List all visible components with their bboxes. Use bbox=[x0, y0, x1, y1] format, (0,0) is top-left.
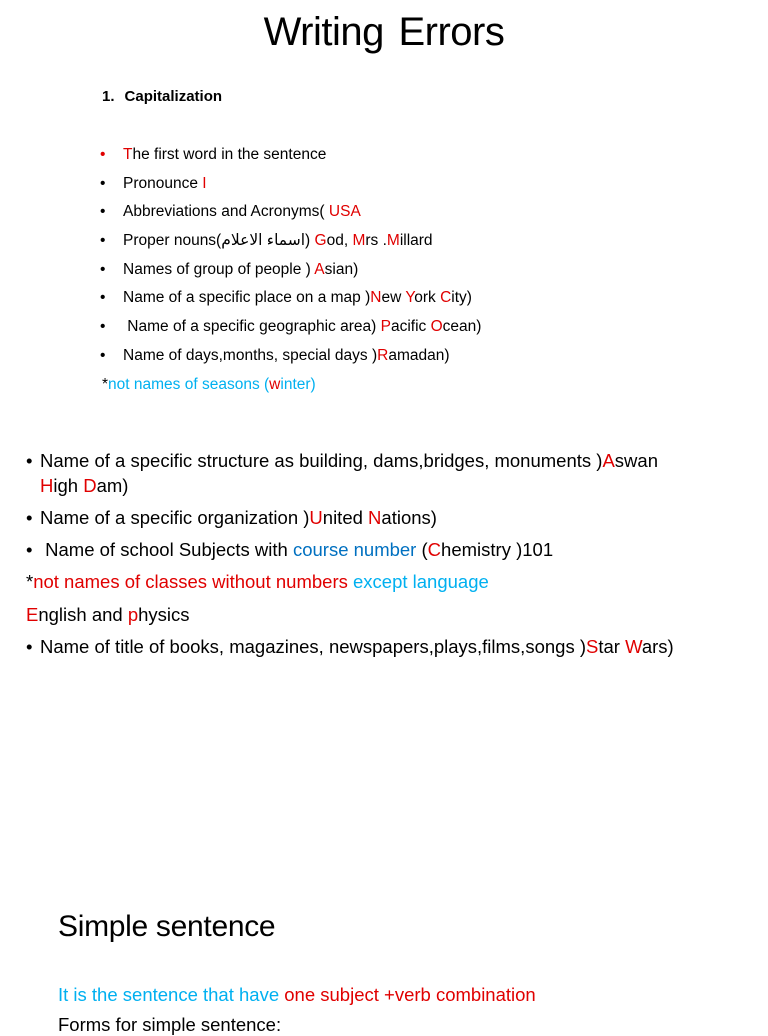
text-run: G bbox=[314, 232, 327, 250]
text-run: not names of seasons ( bbox=[108, 376, 270, 393]
capitalization-rules-list bbox=[100, 145, 481, 375]
text-run: ars) bbox=[641, 636, 674, 657]
section-label: Capitalization bbox=[124, 88, 223, 105]
text-run: C bbox=[427, 539, 442, 560]
text-run: cean) bbox=[442, 318, 482, 336]
simple-sentence-definition bbox=[58, 984, 536, 1006]
text-run: tar bbox=[598, 636, 626, 657]
text-run: swan bbox=[614, 450, 658, 471]
text-run: ations) bbox=[381, 507, 437, 528]
bullet-icon: • bbox=[100, 232, 106, 250]
text-run: Name of a specific structure as building, dams,bridges, monuments ) bbox=[40, 450, 603, 471]
text-run: hemistry )101 bbox=[441, 539, 554, 560]
bullet-icon: • bbox=[26, 539, 33, 560]
text-run: A bbox=[314, 260, 325, 278]
slide-capitalization bbox=[0, 0, 768, 408]
text-run: N bbox=[368, 507, 382, 528]
bullet-icon: • bbox=[26, 450, 33, 471]
section-heading bbox=[102, 88, 222, 105]
text-run: rs . bbox=[365, 232, 387, 250]
simple-sentence-title: Simple sentence bbox=[58, 910, 276, 943]
list-item bbox=[100, 288, 481, 317]
text-run: nglish and bbox=[38, 604, 128, 625]
text-line bbox=[26, 569, 489, 594]
text-run: H bbox=[40, 475, 54, 496]
text-run: w bbox=[269, 376, 281, 393]
text-run: ity) bbox=[451, 289, 472, 307]
forms-heading: Forms for simple sentence: bbox=[58, 1014, 282, 1035]
list-item bbox=[100, 260, 481, 289]
text-run: not names of classes without numbers bbox=[33, 571, 348, 592]
list-item bbox=[100, 317, 481, 346]
text-run: Name of title of books, magazines, newspapers,plays,films,songs ) bbox=[40, 636, 586, 657]
text-run: hysics bbox=[138, 604, 190, 625]
text-run: Name of a specific organization ) bbox=[40, 507, 310, 528]
slide-title: Writing Errors bbox=[263, 10, 505, 54]
text-run: It is the sentence that have bbox=[58, 984, 285, 1005]
text-run: Names of group of people ) bbox=[123, 260, 315, 278]
text-run: I bbox=[202, 174, 207, 192]
text-run: igh bbox=[53, 475, 84, 496]
text-run: except language bbox=[347, 571, 489, 592]
list-item bbox=[100, 145, 481, 174]
bullet-icon: • bbox=[26, 636, 33, 657]
text-run: inter) bbox=[280, 376, 316, 393]
text-run: R bbox=[377, 346, 389, 364]
text-run: U bbox=[309, 507, 323, 528]
text-run: one subject +verb combination bbox=[284, 984, 536, 1005]
text-run: C bbox=[440, 289, 452, 307]
text-run: am) bbox=[96, 475, 129, 496]
text-run: P bbox=[380, 318, 391, 336]
list-item bbox=[100, 346, 481, 375]
list-item bbox=[26, 505, 437, 530]
text-run: ork bbox=[414, 289, 441, 307]
text-run: ew bbox=[381, 289, 406, 307]
slide-capitalization-continued bbox=[0, 428, 768, 688]
list-item bbox=[26, 448, 658, 473]
bullet-icon: • bbox=[100, 174, 106, 192]
list-item bbox=[100, 231, 481, 260]
text-run: USA bbox=[328, 203, 361, 221]
text-run: M bbox=[386, 232, 400, 250]
text-run: N bbox=[370, 289, 382, 307]
text-run: E bbox=[26, 604, 39, 625]
text-line bbox=[26, 602, 190, 627]
text-run: he first word in the sentence bbox=[132, 146, 327, 163]
bullet-icon: • bbox=[100, 346, 106, 364]
slide-simple-sentence bbox=[0, 880, 768, 1035]
text-run: illard bbox=[399, 232, 433, 250]
text-run: ( bbox=[416, 539, 428, 560]
section-number: 1. bbox=[102, 88, 115, 105]
bullet-icon: • bbox=[100, 318, 106, 336]
list-item bbox=[26, 634, 674, 659]
text-run: Y bbox=[405, 289, 415, 307]
text-run: D bbox=[83, 475, 97, 496]
bullet-icon: • bbox=[100, 203, 106, 221]
bullet-icon: • bbox=[100, 260, 106, 278]
text-run: sian) bbox=[324, 260, 359, 278]
text-run: course number bbox=[292, 539, 417, 560]
bullet-icon: • bbox=[26, 507, 33, 528]
list-item bbox=[26, 537, 553, 562]
text-run: nited bbox=[322, 507, 369, 528]
text-run: M bbox=[352, 232, 366, 250]
seasons-note bbox=[102, 376, 316, 394]
text-run: A bbox=[602, 450, 615, 471]
text-run: Name of a specific geographic area) bbox=[123, 318, 381, 336]
text-run: Name of school Subjects with bbox=[40, 539, 293, 560]
text-run: amadan) bbox=[388, 346, 450, 364]
text-run: O bbox=[430, 318, 443, 336]
bullet-icon: • bbox=[100, 289, 106, 307]
list-item bbox=[100, 202, 481, 231]
text-run: Pronounce bbox=[123, 174, 203, 192]
text-run: * bbox=[26, 571, 34, 592]
text-run: Proper nouns(اسماء الاعلام) bbox=[123, 232, 315, 250]
text-run: S bbox=[586, 636, 599, 657]
bullet-icon: • bbox=[100, 146, 106, 163]
text-run: Name of a specific place on a map ) bbox=[123, 289, 371, 307]
text-run: * bbox=[102, 376, 109, 393]
text-run: T bbox=[123, 146, 133, 163]
text-run: od, bbox=[326, 232, 353, 250]
text-run: Name of days,months, special days ) bbox=[123, 346, 378, 364]
text-run: p bbox=[127, 604, 139, 625]
list-item bbox=[100, 174, 481, 203]
text-run: W bbox=[625, 636, 642, 657]
text-run: acific bbox=[390, 318, 431, 336]
text-line bbox=[26, 473, 128, 498]
text-run: Abbreviations and Acronyms( bbox=[123, 203, 329, 221]
